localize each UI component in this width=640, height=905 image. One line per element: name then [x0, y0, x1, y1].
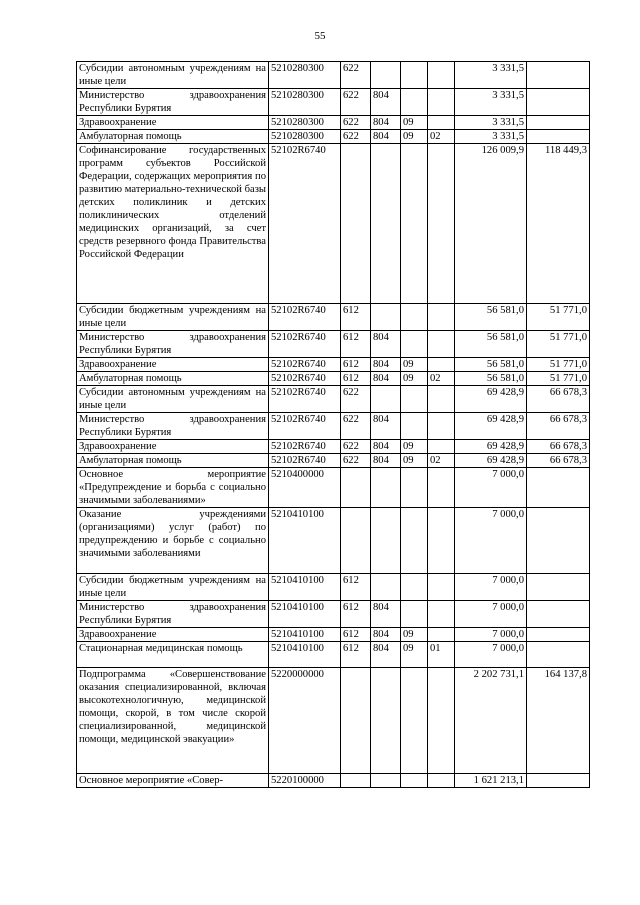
table-row [77, 508, 590, 574]
row-subsection-cell [428, 440, 455, 454]
row-expense-type-cell [341, 774, 371, 788]
row-expense-type-cell [341, 668, 371, 774]
row-code-cell: 5210410100 [269, 601, 341, 628]
row-subsection-cell [428, 413, 455, 440]
row-code-cell: 5220000000 [269, 668, 341, 774]
row-ministry-cell: 804 [371, 454, 401, 468]
row-amount-2019-cell: 3 331,5 [455, 62, 527, 89]
row-ministry-cell [371, 386, 401, 413]
row-ministry-cell [371, 574, 401, 601]
row-ministry-cell: 804 [371, 628, 401, 642]
row-ministry-cell [371, 144, 401, 304]
row-code-cell: 5210410100 [269, 574, 341, 601]
row-subsection-cell [428, 358, 455, 372]
row-ministry-cell [371, 304, 401, 331]
row-subsection-cell [428, 386, 455, 413]
row-amount-2019-cell: 3 331,5 [455, 89, 527, 116]
row-subsection-cell [428, 508, 455, 574]
row-expense-type-cell [341, 468, 371, 508]
row-amount-2020-cell [527, 642, 590, 668]
row-amount-2019-cell: 7 000,0 [455, 642, 527, 668]
row-amount-2020-cell: 51 771,0 [527, 331, 590, 358]
row-amount-2019-cell: 3 331,5 [455, 130, 527, 144]
row-amount-2020-cell [527, 130, 590, 144]
row-amount-2019-cell: 7 000,0 [455, 508, 527, 574]
table-row [77, 642, 590, 668]
row-name-cell: Основное мероприятие «Совер- [77, 774, 269, 788]
row-amount-2020-cell: 51 771,0 [527, 304, 590, 331]
row-amount-2019-cell: 126 009,9 [455, 144, 527, 304]
row-name-cell: Субсидии бюджетным учреждениям на иные цели [77, 574, 269, 601]
row-ministry-cell: 804 [371, 358, 401, 372]
page-number: 55 [314, 30, 326, 42]
row-name-cell: Министерство здравоохранения Республики Бурятия [77, 601, 269, 628]
row-expense-type-cell: 612 [341, 331, 371, 358]
row-name-cell: Подпрограмма «Совершенствование оказания специализированной, включая высокотехнологичную, медицинской помощи, скорой, в том числе скорой специализированной, медицинской помощи, медицинской эвакуации» [77, 668, 269, 774]
row-section-cell: 09 [401, 454, 428, 468]
row-amount-2019-cell: 56 581,0 [455, 331, 527, 358]
row-expense-type-cell [341, 508, 371, 574]
row-amount-2020-cell: 118 449,3 [527, 144, 590, 304]
row-expense-type-cell [341, 144, 371, 304]
row-ministry-cell [371, 62, 401, 89]
table-row [77, 440, 590, 454]
table-row [77, 144, 590, 304]
row-amount-2020-cell: 51 771,0 [527, 372, 590, 386]
table-row [77, 668, 590, 774]
row-subsection-cell [428, 668, 455, 774]
row-expense-type-cell: 622 [341, 454, 371, 468]
row-amount-2020-cell [527, 468, 590, 508]
row-subsection-cell [428, 62, 455, 89]
row-subsection-cell: 01 [428, 642, 455, 668]
row-expense-type-cell: 622 [341, 116, 371, 130]
row-section-cell [401, 144, 428, 304]
row-amount-2020-cell [527, 574, 590, 601]
row-amount-2020-cell: 66 678,3 [527, 454, 590, 468]
row-section-cell: 09 [401, 372, 428, 386]
row-ministry-cell [371, 668, 401, 774]
table-row [77, 628, 590, 642]
row-name-cell: Софинансирование государственных программ субъектов Российской Федерации, содержащих мероприятия по развитию материально-технической базы детских поликлиник и детских поликлинических отделений медицинских организаций, за счет средств резервного фонда Правительства Российской Федерации [77, 144, 269, 304]
row-section-cell: 09 [401, 440, 428, 454]
row-amount-2020-cell: 66 678,3 [527, 413, 590, 440]
row-amount-2019-cell: 1 621 213,1 [455, 774, 527, 788]
row-code-cell: 52102R6740 [269, 358, 341, 372]
row-code-cell: 5220100000 [269, 774, 341, 788]
row-subsection-cell [428, 468, 455, 508]
row-amount-2020-cell [527, 89, 590, 116]
row-ministry-cell: 804 [371, 331, 401, 358]
row-code-cell: 5210280300 [269, 130, 341, 144]
row-name-cell: Здравоохранение [77, 440, 269, 454]
table-row [77, 116, 590, 130]
row-amount-2020-cell [527, 628, 590, 642]
table-row [77, 358, 590, 372]
row-section-cell [401, 774, 428, 788]
row-expense-type-cell: 622 [341, 62, 371, 89]
row-code-cell: 5210280300 [269, 116, 341, 130]
row-section-cell: 09 [401, 116, 428, 130]
row-ministry-cell: 804 [371, 440, 401, 454]
row-subsection-cell [428, 304, 455, 331]
row-name-cell: Основное мероприятие «Предупреждение и борьба с социально значимыми заболеваниями» [77, 468, 269, 508]
table-row [77, 386, 590, 413]
row-ministry-cell: 804 [371, 130, 401, 144]
row-name-cell: Стационарная медицинская помощь [77, 642, 269, 668]
row-amount-2019-cell: 7 000,0 [455, 628, 527, 642]
row-expense-type-cell: 612 [341, 642, 371, 668]
row-amount-2019-cell: 7 000,0 [455, 601, 527, 628]
row-ministry-cell [371, 508, 401, 574]
row-subsection-cell: 02 [428, 130, 455, 144]
row-ministry-cell [371, 468, 401, 508]
row-expense-type-cell: 612 [341, 628, 371, 642]
table-row [77, 454, 590, 468]
row-amount-2019-cell: 69 428,9 [455, 386, 527, 413]
table-row [77, 468, 590, 508]
row-ministry-cell: 804 [371, 372, 401, 386]
row-expense-type-cell: 622 [341, 413, 371, 440]
row-amount-2019-cell: 2 202 731,1 [455, 668, 527, 774]
table-row [77, 304, 590, 331]
row-subsection-cell [428, 331, 455, 358]
row-section-cell [401, 62, 428, 89]
row-code-cell: 5210280300 [269, 89, 341, 116]
table-row [77, 89, 590, 116]
row-section-cell: 09 [401, 358, 428, 372]
row-expense-type-cell: 622 [341, 89, 371, 116]
row-amount-2019-cell: 7 000,0 [455, 574, 527, 601]
row-name-cell: Оказание учреждениями (организациями) услуг (работ) по предупреждению и борьбе с социально значимыми заболеваниями [77, 508, 269, 574]
row-section-cell [401, 413, 428, 440]
row-section-cell [401, 468, 428, 508]
table-row [77, 130, 590, 144]
row-amount-2020-cell: 51 771,0 [527, 358, 590, 372]
row-expense-type-cell: 622 [341, 386, 371, 413]
row-code-cell: 52102R6740 [269, 386, 341, 413]
row-expense-type-cell: 612 [341, 574, 371, 601]
table-row [77, 62, 590, 89]
row-section-cell [401, 574, 428, 601]
row-amount-2020-cell [527, 601, 590, 628]
row-amount-2020-cell [527, 774, 590, 788]
row-section-cell: 09 [401, 642, 428, 668]
row-section-cell [401, 304, 428, 331]
row-amount-2020-cell: 164 137,8 [527, 668, 590, 774]
row-amount-2019-cell: 69 428,9 [455, 454, 527, 468]
table-row [77, 774, 590, 788]
row-code-cell: 52102R6740 [269, 372, 341, 386]
row-name-cell: Здравоохранение [77, 628, 269, 642]
row-amount-2019-cell: 56 581,0 [455, 304, 527, 331]
row-name-cell: Амбулаторная помощь [77, 454, 269, 468]
table-row [77, 331, 590, 358]
row-expense-type-cell: 622 [341, 130, 371, 144]
row-code-cell: 52102R6740 [269, 454, 341, 468]
row-section-cell [401, 331, 428, 358]
row-amount-2019-cell: 69 428,9 [455, 440, 527, 454]
row-section-cell [401, 508, 428, 574]
row-name-cell: Здравоохранение [77, 116, 269, 130]
budget-table [76, 61, 590, 788]
row-amount-2020-cell [527, 508, 590, 574]
row-subsection-cell [428, 574, 455, 601]
row-amount-2019-cell: 3 331,5 [455, 116, 527, 130]
row-amount-2019-cell: 7 000,0 [455, 468, 527, 508]
row-section-cell: 09 [401, 628, 428, 642]
row-name-cell: Амбулаторная помощь [77, 130, 269, 144]
row-ministry-cell [371, 774, 401, 788]
row-name-cell: Министерство здравоохранения Республики Бурятия [77, 331, 269, 358]
row-ministry-cell: 804 [371, 89, 401, 116]
row-ministry-cell: 804 [371, 116, 401, 130]
row-expense-type-cell: 622 [341, 440, 371, 454]
row-name-cell: Субсидии автономным учреждениям на иные цели [77, 386, 269, 413]
row-code-cell: 5210280300 [269, 62, 341, 89]
row-code-cell: 5210410100 [269, 628, 341, 642]
row-amount-2019-cell: 56 581,0 [455, 372, 527, 386]
row-section-cell: 09 [401, 130, 428, 144]
row-name-cell: Здравоохранение [77, 358, 269, 372]
table-row [77, 372, 590, 386]
row-expense-type-cell: 612 [341, 372, 371, 386]
row-amount-2020-cell [527, 62, 590, 89]
row-subsection-cell [428, 601, 455, 628]
row-section-cell [401, 386, 428, 413]
row-subsection-cell: 02 [428, 372, 455, 386]
row-ministry-cell: 804 [371, 413, 401, 440]
row-code-cell: 52102R6740 [269, 304, 341, 331]
row-ministry-cell: 804 [371, 642, 401, 668]
row-name-cell: Субсидии бюджетным учреждениям на иные цели [77, 304, 269, 331]
row-code-cell: 5210410100 [269, 508, 341, 574]
row-amount-2019-cell: 69 428,9 [455, 413, 527, 440]
row-section-cell [401, 89, 428, 116]
row-name-cell: Субсидии автономным учреждениям на иные цели [77, 62, 269, 89]
row-subsection-cell: 02 [428, 454, 455, 468]
row-code-cell: 52102R6740 [269, 144, 341, 304]
table-row [77, 601, 590, 628]
table-row [77, 413, 590, 440]
row-name-cell: Министерство здравоохранения Республики Бурятия [77, 413, 269, 440]
row-subsection-cell [428, 628, 455, 642]
row-code-cell: 5210410100 [269, 642, 341, 668]
row-subsection-cell [428, 774, 455, 788]
row-amount-2020-cell: 66 678,3 [527, 386, 590, 413]
row-name-cell: Министерство здравоохранения Республики Бурятия [77, 89, 269, 116]
row-amount-2020-cell [527, 116, 590, 130]
row-code-cell: 5210400000 [269, 468, 341, 508]
row-expense-type-cell: 612 [341, 601, 371, 628]
row-subsection-cell [428, 89, 455, 116]
row-expense-type-cell: 612 [341, 304, 371, 331]
row-ministry-cell: 804 [371, 601, 401, 628]
row-amount-2019-cell: 56 581,0 [455, 358, 527, 372]
row-subsection-cell [428, 144, 455, 304]
row-code-cell: 52102R6740 [269, 413, 341, 440]
budget-table-body [77, 62, 590, 788]
row-expense-type-cell: 612 [341, 358, 371, 372]
row-code-cell: 52102R6740 [269, 331, 341, 358]
row-name-cell: Амбулаторная помощь [77, 372, 269, 386]
row-amount-2020-cell: 66 678,3 [527, 440, 590, 454]
row-section-cell [401, 668, 428, 774]
row-subsection-cell [428, 116, 455, 130]
table-row [77, 574, 590, 601]
row-section-cell [401, 601, 428, 628]
row-code-cell: 52102R6740 [269, 440, 341, 454]
